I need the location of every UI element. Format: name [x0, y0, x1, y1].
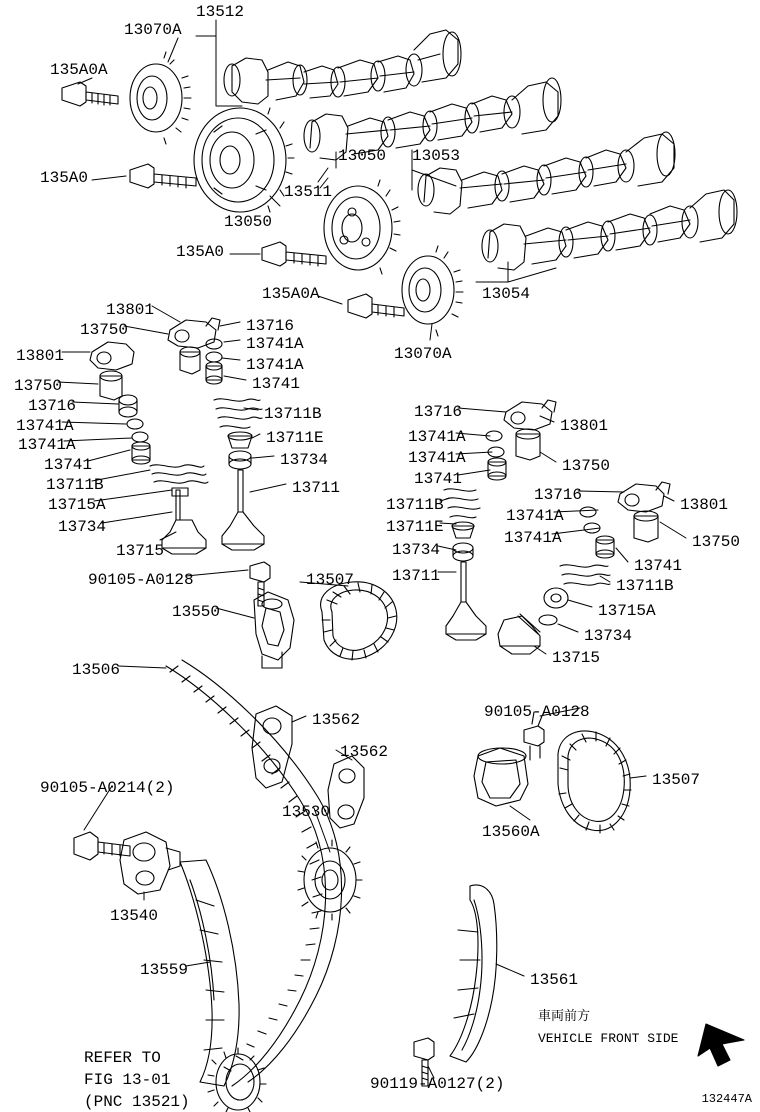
part-label: 13741A [506, 507, 564, 525]
part-label: 13741 [252, 375, 301, 393]
part-label: 13506 [72, 661, 121, 679]
part-label: 13053 [412, 147, 461, 165]
part-label: 135A0A [50, 61, 108, 79]
camshaft-13054 [482, 190, 737, 270]
part-label: 135A0 [40, 169, 89, 187]
part-label: 13560A [482, 823, 540, 841]
valve-group-right-middle [444, 489, 486, 640]
part-label: 13801 [106, 301, 155, 319]
part-label: 13711 [292, 479, 341, 497]
part-label: 13715 [552, 649, 601, 667]
part-label: 13734 [280, 451, 329, 469]
chain-13507-right [558, 731, 631, 833]
part-label: 13559 [140, 961, 189, 979]
sprocket-crank-13521 [208, 1048, 266, 1112]
refer-note-line2: FIG 13-01 [84, 1071, 171, 1089]
part-label: 13716 [246, 317, 295, 335]
part-label: 13070A [124, 21, 182, 39]
part-label: 13801 [16, 347, 65, 365]
part-label: 13741 [634, 557, 683, 575]
tensioner-13560A [474, 748, 528, 806]
camshaft-13512 [224, 30, 461, 104]
part-label: 13741A [408, 449, 466, 467]
part-label: 13716 [414, 403, 463, 421]
part-label: 13741A [408, 428, 466, 446]
sprocket-13050-mid [324, 180, 400, 274]
part-label: 13511 [284, 183, 333, 201]
part-label: 13741 [44, 456, 93, 474]
sprocket-13070A-upper [130, 52, 191, 144]
part-label: 13507 [652, 771, 701, 789]
front-side-arrow [698, 1024, 744, 1066]
part-label: 13562 [340, 743, 389, 761]
guide-13562-a [252, 706, 292, 788]
part-label: 90105-A0128 [484, 703, 590, 721]
part-label: 13711E [386, 518, 444, 536]
rocker-group-right-top [486, 400, 556, 480]
refer-note-line1: REFER TO [84, 1049, 161, 1067]
part-label: 90105-A0128 [88, 571, 194, 589]
part-label: 13734 [392, 541, 441, 559]
part-label: 13054 [482, 285, 531, 303]
part-label: 13507 [306, 571, 355, 589]
guide-13562-b [328, 756, 364, 828]
part-label: 13801 [680, 496, 729, 514]
drawing-number: 132447A [701, 1092, 752, 1106]
part-label: 13562 [312, 711, 361, 729]
part-label: 13715 [116, 542, 165, 560]
part-label: 135A0A [262, 285, 320, 303]
part-label: 13070A [394, 345, 452, 363]
bolt-135A0-1 [130, 164, 196, 188]
part-label: 13750 [14, 377, 63, 395]
part-label: 13512 [196, 3, 245, 21]
part-label: 13050 [338, 147, 387, 165]
rocker-group-left-top [168, 318, 222, 384]
part-label: 13711B [386, 496, 444, 514]
vehicle-front-note-jp: 車両前方 [538, 1009, 591, 1024]
part-label: 13711B [264, 405, 322, 423]
valve-group-middle [214, 399, 264, 550]
part-label: 13741A [246, 356, 304, 374]
part-label: 13711 [392, 567, 441, 585]
part-label: 13530 [282, 803, 331, 821]
part-label: 13715A [48, 496, 106, 514]
tensioner-13550 [254, 592, 294, 668]
part-label: 13734 [58, 518, 107, 536]
part-label: 13540 [110, 907, 159, 925]
vehicle-front-note-en: VEHICLE FRONT SIDE [538, 1031, 679, 1046]
part-label: 13711B [46, 476, 104, 494]
part-label: 13561 [530, 971, 579, 989]
part-label: 135A0 [176, 243, 225, 261]
bolt-135A0A-2 [348, 294, 404, 318]
part-label: 13711B [616, 577, 674, 595]
part-label: 13741A [504, 529, 562, 547]
part-label: 13716 [28, 397, 77, 415]
part-label: 13750 [562, 457, 611, 475]
part-label: 13741A [16, 417, 74, 435]
part-label: 13750 [80, 321, 129, 339]
tensioner-13540 [120, 832, 180, 894]
part-label: 90105-A0214(2) [40, 779, 175, 797]
part-label: 13715A [598, 602, 656, 620]
part-label: 13716 [534, 486, 583, 504]
guide-13561 [450, 885, 497, 1062]
sprocket-13050-left [194, 108, 294, 212]
part-label: 13050 [224, 213, 273, 231]
part-label: 90119-A0127(2) [370, 1075, 505, 1093]
bolt-90105-A0214 [74, 832, 130, 860]
part-label: 13711E [266, 429, 324, 447]
part-label: 13734 [584, 627, 633, 645]
sprocket-13070A-lower [402, 246, 463, 336]
camshaft-13053 [418, 132, 675, 214]
part-label: 13741A [18, 436, 76, 454]
part-label: 13750 [692, 533, 741, 551]
chain-13507-upper [321, 582, 397, 660]
part-label: 13550 [172, 603, 221, 621]
part-label: 13741 [414, 470, 463, 488]
part-label: 13801 [560, 417, 609, 435]
bolt-135A0A-1 [62, 82, 118, 106]
part-label: 13741A [246, 335, 304, 353]
bolt-135A0-2 [262, 242, 326, 266]
guide-13559 [180, 860, 239, 1086]
refer-note-line3: (PNC 13521) [84, 1093, 190, 1111]
